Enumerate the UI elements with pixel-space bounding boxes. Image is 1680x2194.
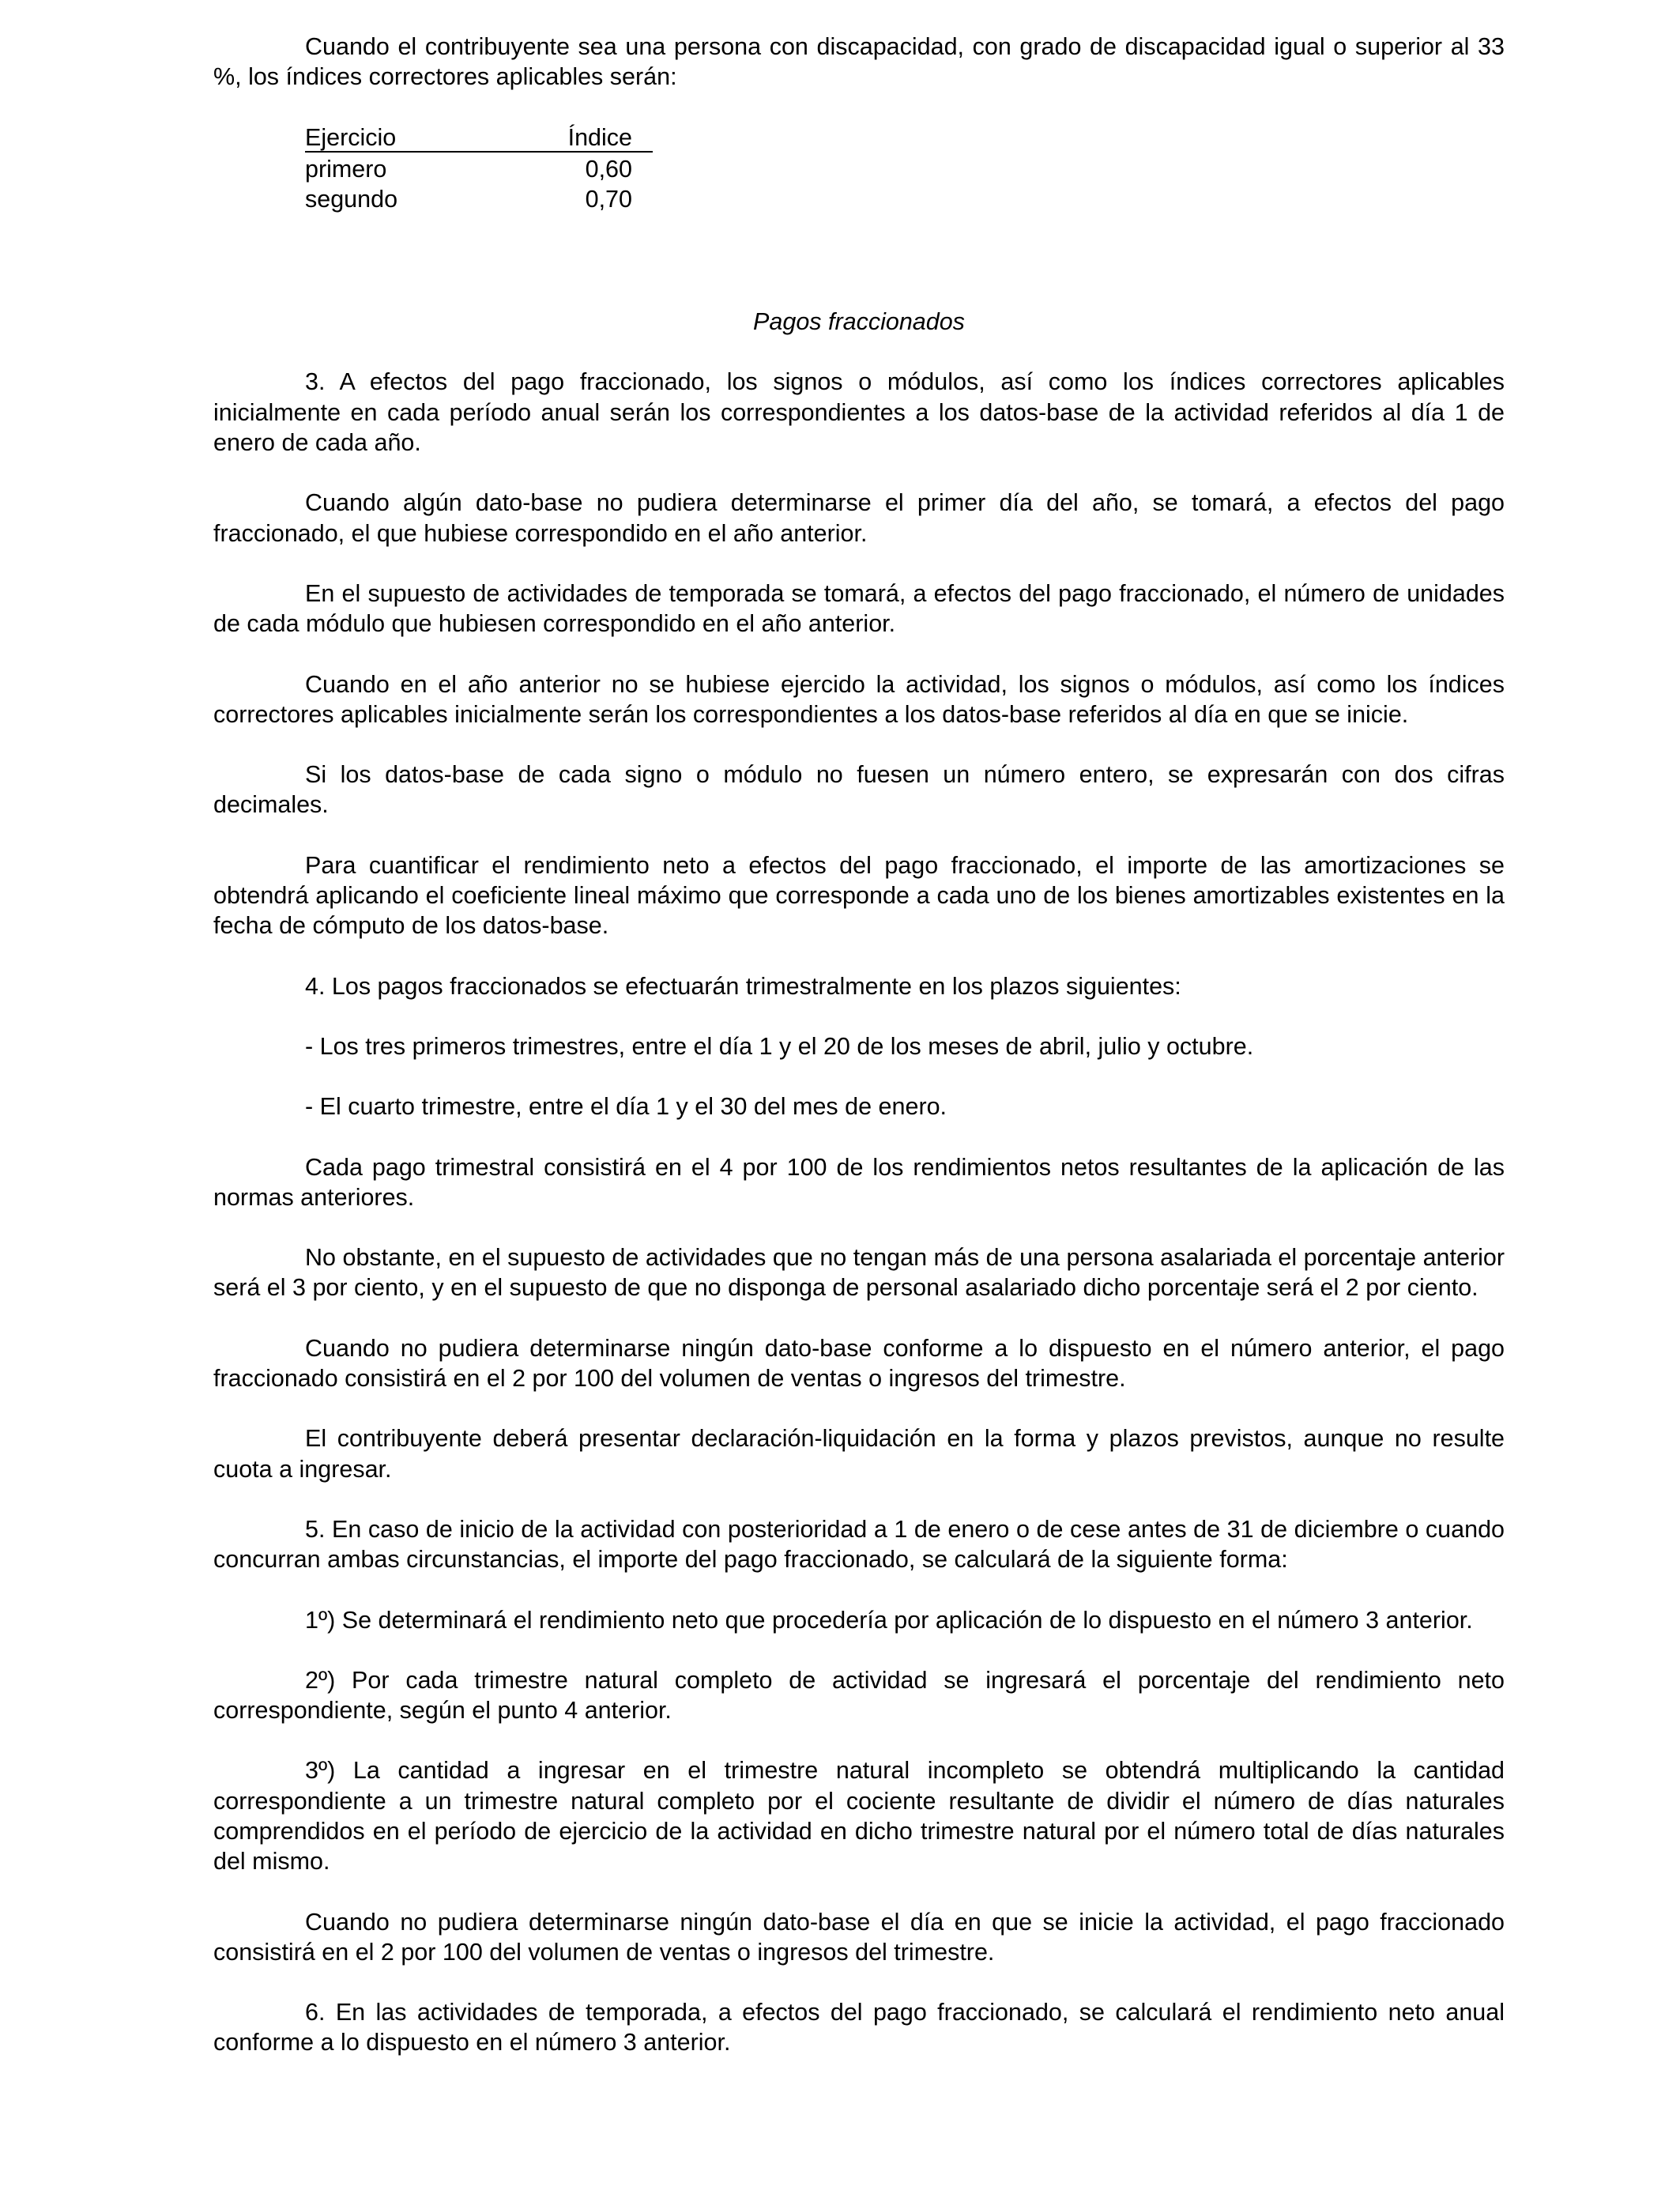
paragraph: 4. Los pagos fraccionados se efectuarán trimestralmente en los plazos siguientes: bbox=[305, 972, 1181, 1000]
paragraph: Cuando no pudiera determinarse ningún dato-base el día en que se inicie la actividad, el pago fraccionado consistirá en el 2 por 100 del volumen de ventas o ingresos del trimestre. bbox=[213, 1908, 1505, 1966]
paragraph: El contribuyente deberá presentar declaración-liquidación en la forma y plazos previstos, aunque no resulte cuota a ingresar. bbox=[213, 1425, 1505, 1483]
paragraph: 1º) Se determinará el rendimiento neto que procedería por aplicación de lo dispuesto en el número 3 anterior. bbox=[305, 1606, 1473, 1634]
paragraph: 3. A efectos del pago fraccionado, los signos o módulos, así como los índices correctores aplicables inicialmente en cada período anual serán los correspondientes a los datos-base de la actividad referidos al día 1 de enero de cada año. bbox=[213, 368, 1505, 457]
paragraph: 5. En caso de inicio de la actividad con posterioridad a 1 de enero o de cese antes de 31 de diciembre o cuando concurran ambas circunstancias, el importe del pago fraccionado, se calculará de la siguiente forma: bbox=[213, 1515, 1505, 1574]
cell-indice: 0,70 bbox=[585, 185, 632, 213]
paragraph: Para cuantificar el rendimiento neto a efectos del pago fraccionado, el importe de las amortizaciones se obtendrá aplicando el coeficiente lineal máximo que corresponde a cada uno de los bienes amortizables existentes en la fecha de cómputo de los datos-base. bbox=[213, 851, 1505, 940]
header-ejercicio: Ejercicio bbox=[305, 123, 397, 151]
cell-ejercicio: primero bbox=[305, 155, 387, 183]
paragraph: Si los datos-base de cada signo o módulo no fuesen un número entero, se expresarán con dos cifras decimales. bbox=[213, 761, 1505, 819]
table-row bbox=[305, 154, 1505, 184]
section-title: Pagos fraccionados bbox=[753, 308, 965, 336]
paragraph: - Los tres primeros trimestres, entre el día 1 y el 20 de los meses de abril, julio y octubre. bbox=[305, 1032, 1254, 1060]
paragraph: Cuando algún dato-base no pudiera determinarse el primer día del año, se tomará, a efectos del pago fraccionado, el que hubiese correspondido en el año anterior. bbox=[213, 489, 1505, 547]
paragraph: En el supuesto de actividades de temporada se tomará, a efectos del pago fraccionado, el número de unidades de cada módulo que hubiesen correspondido en el año anterior. bbox=[213, 579, 1505, 638]
paragraph: 3º) La cantidad a ingresar en el trimestre natural incompleto se obtendrá multiplicando la cantidad correspondiente a un trimestre natural completo por el cociente resultante de dividir el número de días naturales comprendidos en el período de ejercicio de la actividad en dicho trimestre natural por el número total de días naturales del mismo. bbox=[213, 1757, 1505, 1875]
table-row bbox=[305, 184, 1505, 214]
paragraph: 6. En las actividades de temporada, a efectos del pago fraccionado, se calculará el rendimiento neto anual conforme a lo dispuesto en el número 3 anterior. bbox=[213, 1999, 1505, 2056]
header-indice: Índice bbox=[567, 123, 632, 151]
paragraph: Cada pago trimestral consistirá en el 4 por 100 de los rendimientos netos resultantes de la aplicación de las normas anteriores. bbox=[213, 1153, 1505, 1211]
paragraph: - El cuarto trimestre, entre el día 1 y el 30 del mes de enero. bbox=[305, 1093, 947, 1121]
cell-indice: 0,60 bbox=[585, 155, 632, 183]
intro-paragraph: Cuando el contribuyente sea una persona con discapacidad, con grado de discapacidad igual o superior al 33 %, los índices correctores aplicables serán: bbox=[213, 33, 1505, 91]
correction-index-table bbox=[305, 123, 1505, 215]
cell-ejercicio: segundo bbox=[305, 185, 398, 213]
paragraph: 2º) Por cada trimestre natural completo de actividad se ingresará el porcentaje del rendimiento neto correspondiente, según el punto 4 anterior. bbox=[213, 1666, 1505, 1725]
paragraph: Cuando no pudiera determinarse ningún dato-base conforme a lo dispuesto en el número anterior, el pago fraccionado consistirá en el 2 por 100 del volumen de ventas o ingresos del trimestre. bbox=[213, 1334, 1505, 1393]
spacer bbox=[213, 214, 1505, 307]
paragraph: No obstante, en el supuesto de actividades que no tengan más de una persona asalariada el porcentaje anterior será el 3 por ciento, y en el supuesto de que no disponga de personal asalariado dicho porcentaje será el 2 por ciento. bbox=[213, 1244, 1505, 1302]
document-page bbox=[213, 32, 1505, 2058]
paragraph: Cuando en el año anterior no se hubiese ejercido la actividad, los signos o módulos, así como los índices correctores aplicables inicialmente serán los correspondientes a los datos-base referidos al día en que se inicie. bbox=[213, 670, 1505, 728]
table-header-row bbox=[305, 123, 653, 153]
